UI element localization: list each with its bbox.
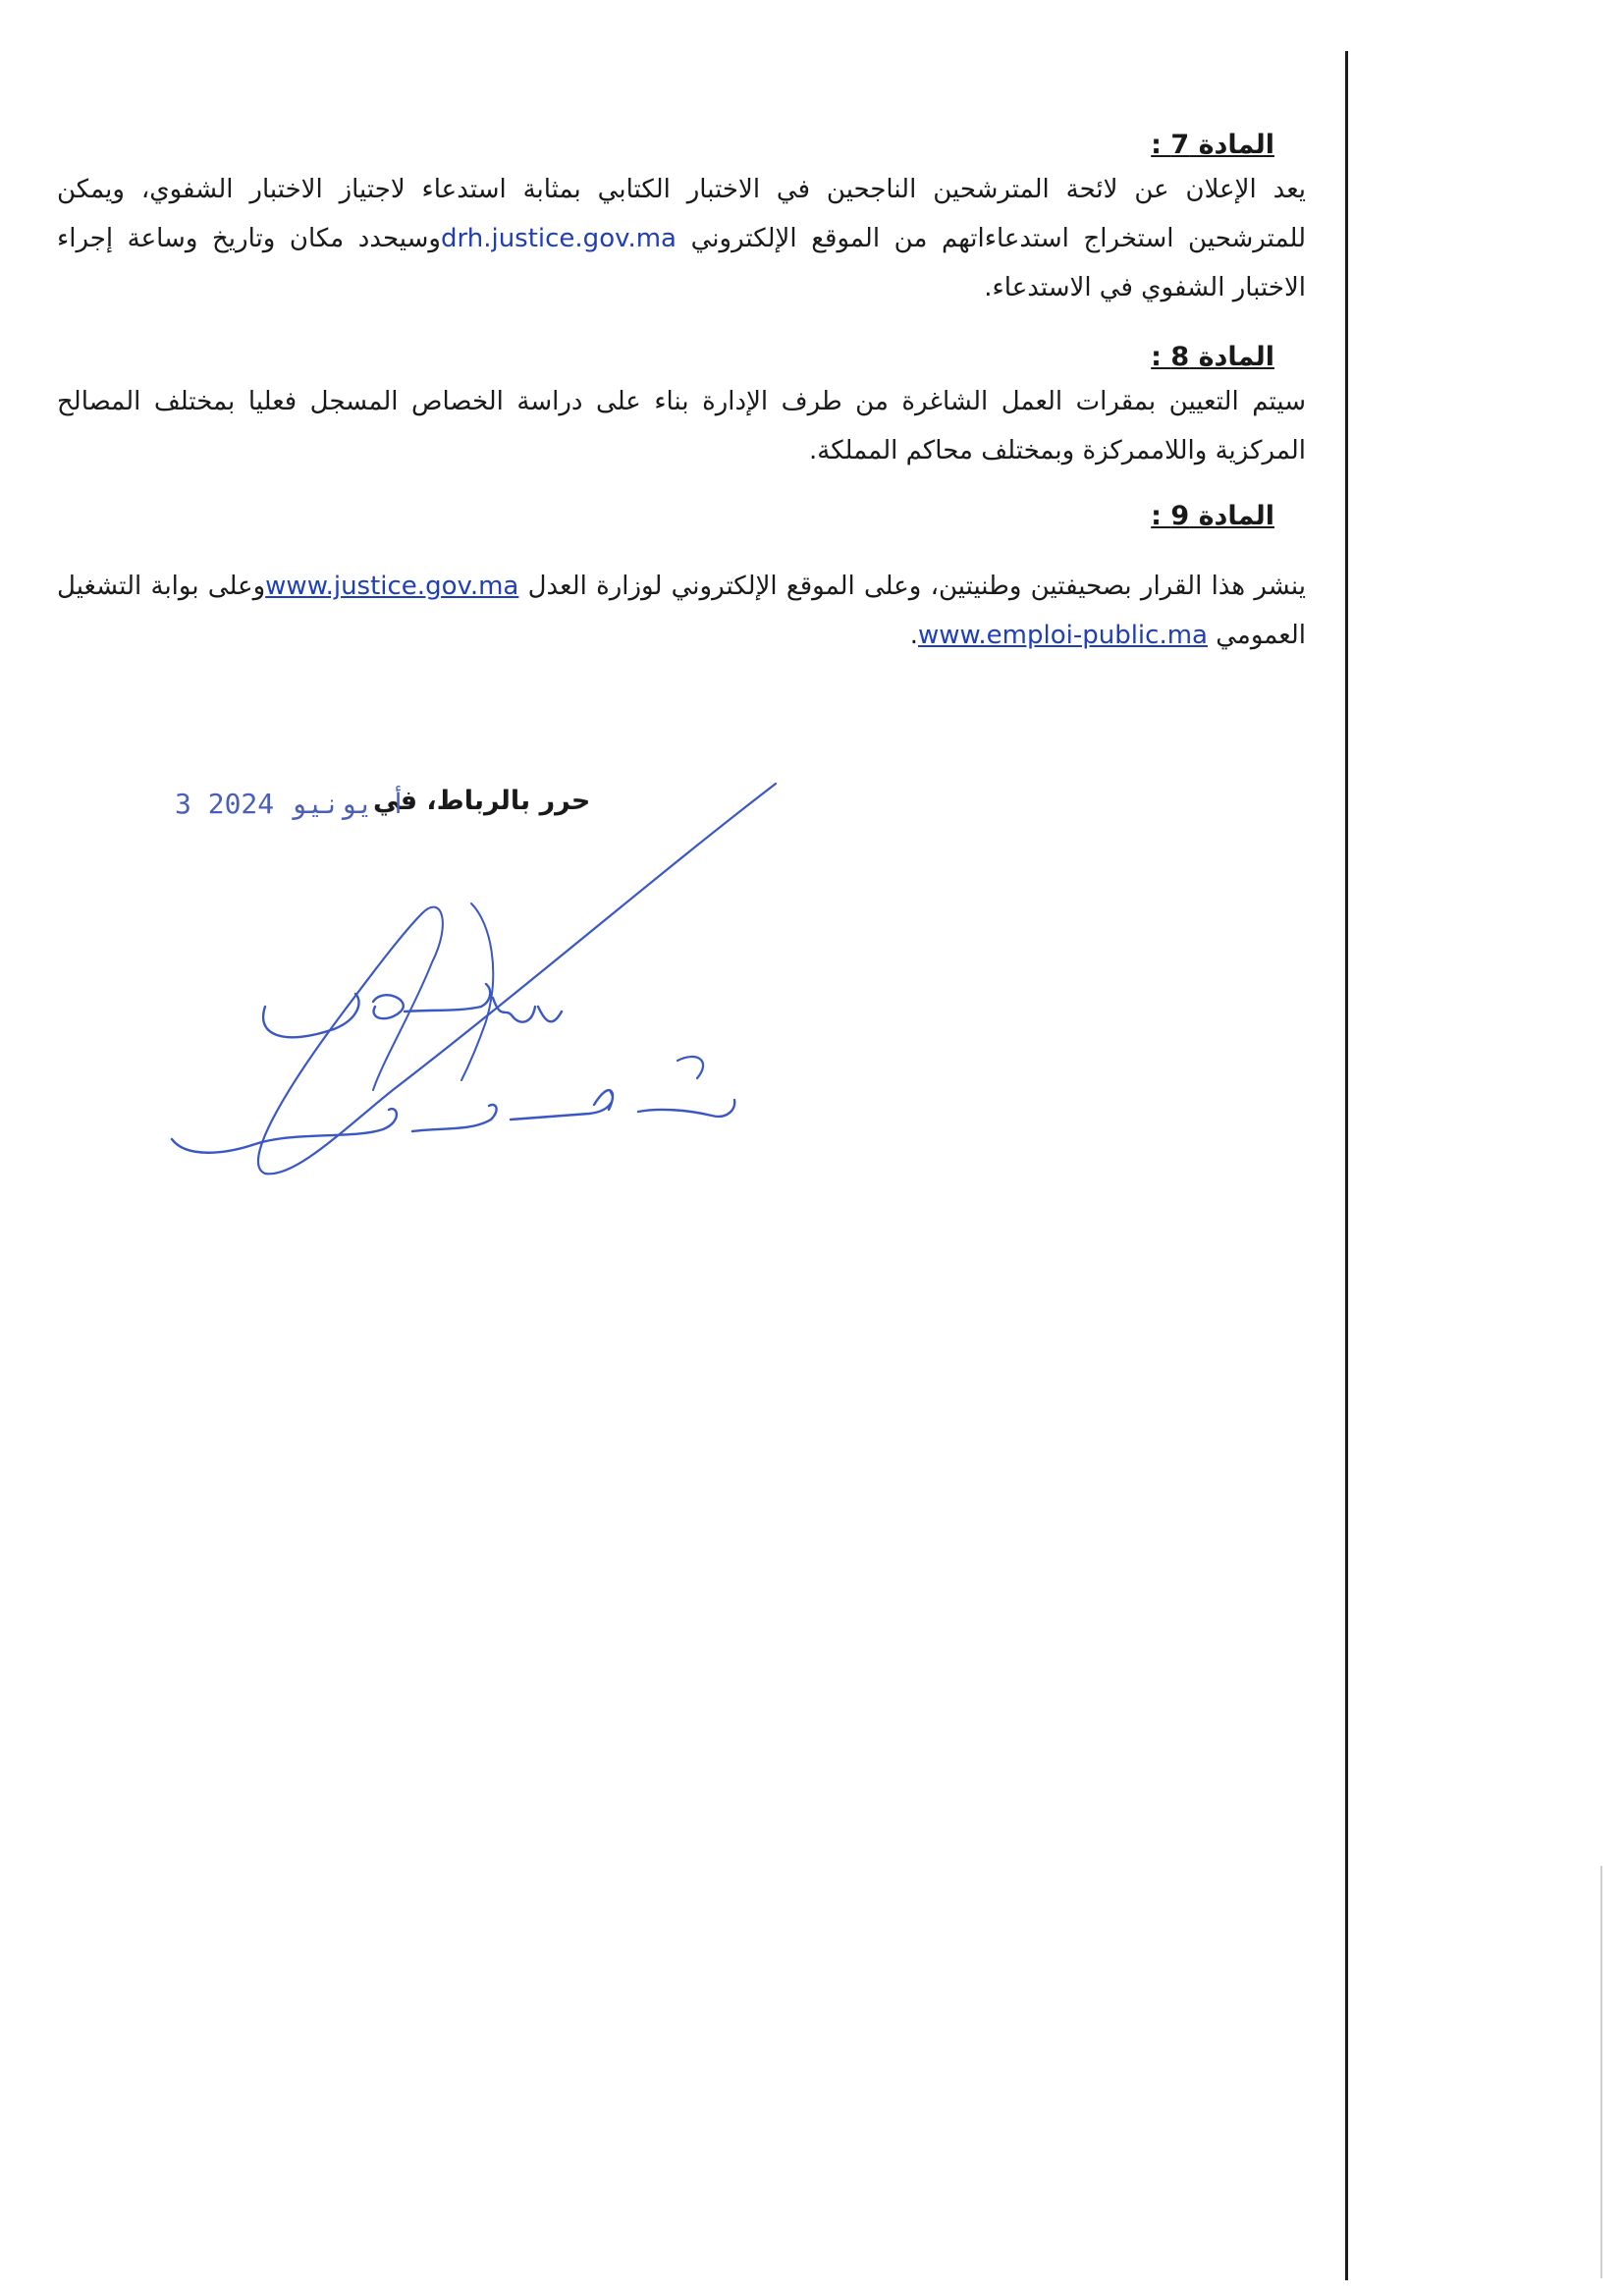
article-7-text: [57, 165, 1324, 312]
article-9-heading: المادة 9 :: [1151, 501, 1274, 531]
article-9-text: [57, 562, 1324, 660]
article-8: [57, 338, 1324, 475]
justice-link[interactable]: www.justice.gov.ma: [265, 572, 519, 601]
article-7-text-part-2: وسيحدد مكان وتاريخ وساعة إجراء الاختبار الشفوي في الاستدعاء.: [57, 224, 1306, 302]
article-8-heading: المادة 8 :: [1151, 342, 1274, 372]
article-8-text: سيتم التعيين بمقرات العمل الشاغرة من طرف الإدارة بناء على دراسة الخصاص المسجل فعليا بمختلف المصالح المركزية واللاممركزة وبمختلف محاكم المملكة.: [57, 387, 1306, 465]
article-9-text-part-3: .: [909, 621, 918, 650]
drh-link[interactable]: drh.justice.gov.ma: [440, 224, 677, 253]
article-9-text-part-1: ينشر هذا القرار بصحيفتين وطنيتين، وعلى الموقع الإلكتروني لوزارة العدل: [527, 572, 1307, 601]
emploi-public-link[interactable]: www.emploi-public.ma: [917, 621, 1208, 650]
signing-place: حرر بالرباط، في: [373, 786, 591, 816]
margin-rule: [1345, 51, 1348, 2280]
article-7: [57, 126, 1324, 312]
article-7-heading: المادة 7 :: [1151, 130, 1274, 160]
minister-signature: [147, 766, 795, 1198]
scan-edge-line: [1600, 1866, 1602, 2278]
article-7-text-part-1: يعد الإعلان عن لائحة المترشحين الناجحين في الاختبار الكتابي بمثابة استدعاء لاجتياز الاختبار الشفوي، ويمكن للمترشحين استخراج استدعاءاتهم من الموقع الإلكتروني: [57, 175, 1307, 253]
date-stamp: 3 أ يونيو 2024: [175, 788, 407, 820]
article-9: [57, 497, 1324, 660]
article-9-text-part-2: وعلى بوابة التشغيل العمومي: [57, 572, 1306, 650]
